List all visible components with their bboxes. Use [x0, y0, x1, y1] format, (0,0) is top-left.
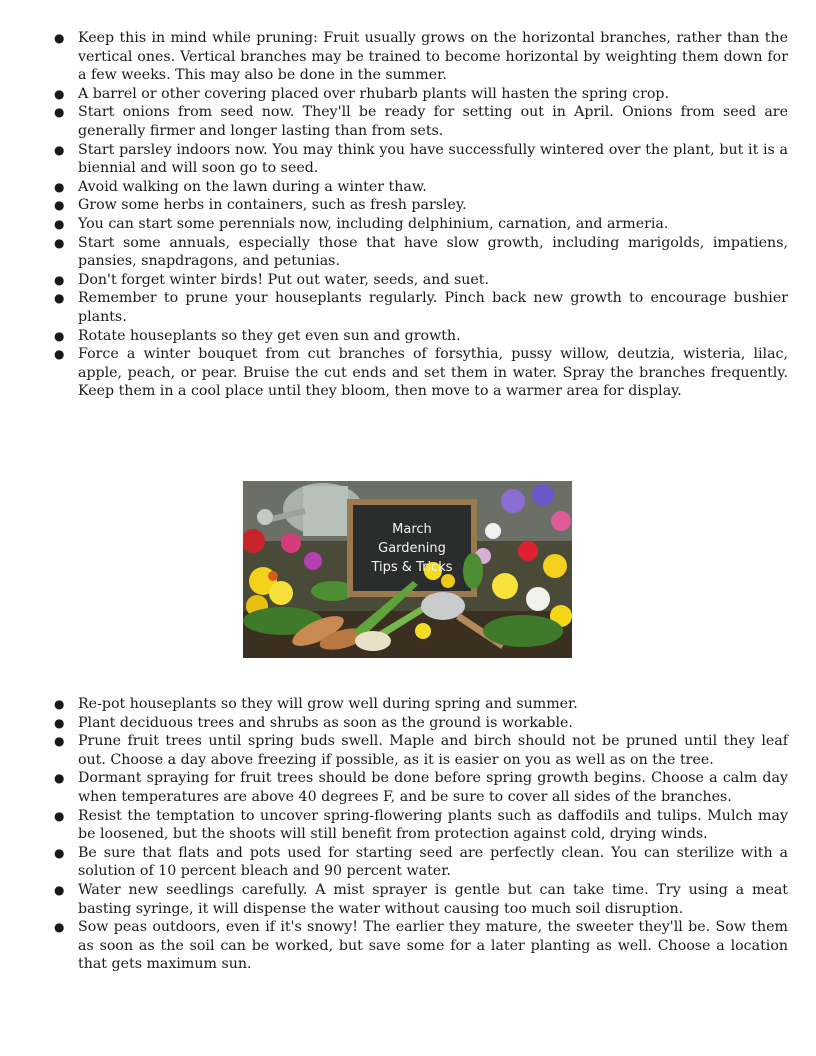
bullet-icon: ●	[54, 105, 65, 120]
chalkboard-line: Tips & Tricks	[371, 559, 453, 575]
tip-text: Resist the temptation to uncover spring-flowering plants such as daffodils and tulips. Mulch may be loosened, but the shoots will still benefit from protection against cold, drying winds.	[78, 807, 788, 843]
tip-item	[52, 141, 788, 178]
tip-text: You can start some perennials now, including delphinium, carnation, and armeria.	[78, 215, 669, 232]
march-gardening-image	[243, 481, 572, 658]
tip-item	[52, 345, 788, 401]
tip-text: Grow some herbs in containers, such as fresh parsley.	[78, 197, 467, 214]
tip-text: Be sure that flats and pots used for starting seed are perfectly clean. You can sterilize with a solution of 10 percent bleach and 90 percent water.	[78, 844, 788, 880]
tip-text: Start some annuals, especially those that have slow growth, including marigolds, impatiens, pansies, snapdragons, and petunias.	[78, 234, 788, 270]
tip-item	[52, 881, 788, 918]
tip-item	[52, 714, 788, 733]
bottom-tips-list	[52, 695, 788, 974]
bullet-icon: ●	[54, 31, 65, 45]
bullet-icon: ●	[54, 272, 65, 287]
tip-item	[52, 732, 788, 769]
tip-item	[52, 234, 788, 271]
tip-text: Sow peas outdoors, even if it's snowy! The earlier they mature, the sweeter they'll be. Sow them as soon as the soil can be worked, but save some for a later planting as well. Choose a location that gets maximum sun.	[78, 919, 788, 973]
tip-text: Rotate houseplants so they get even sun and growth.	[78, 327, 461, 344]
tip-text: Keep this in mind while pruning: Fruit usually grows on the horizontal branches, rather than the vertical ones. Vertical branches may be trained to become horizontal by weighting them down for a few weeks. This may also be done in the summer.	[78, 30, 788, 84]
chalkboard-line: March	[392, 521, 432, 537]
tip-item	[52, 178, 788, 197]
tip-item	[52, 215, 788, 234]
tip-text: Water new seedlings carefully. A mist sprayer is gentle but can take time. Try using a meat basting syringe, it will dispense the water without causing too much soil disruption.	[78, 881, 788, 917]
bullet-icon: ●	[54, 697, 65, 711]
bullet-icon: ●	[54, 715, 65, 730]
chalkboard-text	[353, 505, 471, 591]
tip-text: A barrel or other covering placed over rhubarb plants will hasten the spring crop.	[78, 85, 669, 102]
tip-item	[52, 695, 788, 714]
tip-item	[52, 103, 788, 140]
tip-text: Start onions from seed now. They'll be ready for setting out in April. Onions from seed are generally firmer and longer lasting than from sets.	[78, 104, 788, 139]
bullet-icon: ●	[54, 291, 65, 306]
tip-text: Dormant spraying for fruit trees should be done before spring growth begins. Choose a calm day when temperatures are above 40 degrees F, and be sure to cover all sides of the branches.	[78, 770, 788, 805]
bullet-icon: ●	[54, 882, 65, 897]
tip-text: Force a winter bouquet from cut branches of forsythia, pussy willow, deutzia, wisteria, lilac, apple, peach, or pear. Bruise the cut ends and set them in water. Spray the branches frequently. Keep them in a cool place until they bloom, then move to a warmer area for display.	[78, 346, 788, 400]
tip-item	[52, 196, 788, 215]
tip-text: Plant deciduous trees and shrubs as soon as the ground is workable.	[78, 714, 573, 731]
bullet-icon: ●	[54, 179, 65, 194]
bullet-icon: ●	[54, 845, 65, 860]
top-tips-list	[52, 29, 788, 401]
bullet-icon: ●	[54, 198, 65, 213]
bullet-icon: ●	[54, 347, 65, 362]
tip-item	[52, 807, 788, 844]
bullet-icon: ●	[54, 734, 65, 749]
bullet-icon: ●	[54, 235, 65, 250]
tip-item	[52, 85, 788, 104]
tip-item	[52, 29, 788, 85]
tip-text: Remember to prune your houseplants regularly. Pinch back new growth to encourage bushier plants.	[78, 290, 788, 325]
tip-item	[52, 844, 788, 881]
tip-item	[52, 271, 788, 290]
tip-item	[52, 769, 788, 806]
tip-item	[52, 327, 788, 346]
bullet-icon: ●	[54, 216, 65, 231]
bullet-icon: ●	[54, 142, 65, 157]
tip-item	[52, 289, 788, 326]
bullet-icon: ●	[54, 920, 65, 935]
bullet-icon: ●	[54, 328, 65, 343]
tip-text: Start parsley indoors now. You may think you have successfully wintered over the plant, but it is a biennial and will soon go to seed.	[78, 141, 788, 177]
chalkboard-line: Gardening	[378, 540, 446, 556]
tip-text: Don't forget winter birds! Put out water, seeds, and suet.	[78, 271, 490, 288]
bullet-icon: ●	[54, 771, 65, 786]
tip-text: Re-pot houseplants so they will grow well during spring and summer.	[78, 696, 578, 712]
tip-text: Avoid walking on the lawn during a winter thaw.	[78, 178, 427, 195]
bullet-icon: ●	[54, 808, 65, 823]
tip-item	[52, 918, 788, 974]
tip-text: Prune fruit trees until spring buds swell. Maple and birch should not be pruned until they leaf out. Choose a day above freezing if possible, as it is easier on you as well as on the tree.	[78, 733, 788, 768]
chalkboard	[353, 505, 471, 591]
bullet-icon: ●	[54, 86, 65, 101]
